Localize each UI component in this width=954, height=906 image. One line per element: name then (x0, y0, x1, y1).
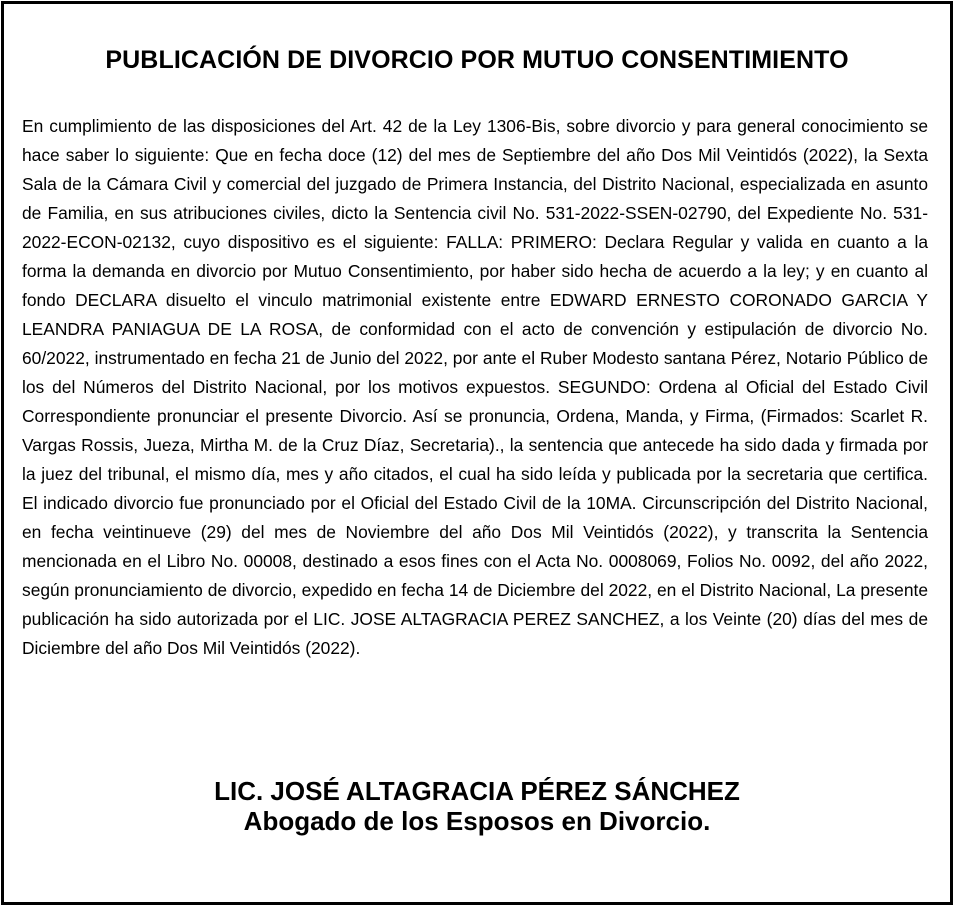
notice-body: En cumplimiento de las disposiciones del Art. 42 de la Ley 1306-Bis, sobre divorcio y para general conocimiento se hace saber lo siguiente: Que en fecha doce (12) del mes de Septiembre del año Dos Mil Veintidós (2022), la Sexta Sala de la Cámara Civil y comercial del juzgado de Primera Instancia, del Distrito Nacional, especializada en asunto de Familia, en sus atribuciones civiles, dicto la Sentencia civil No. 531-2022-SSEN-02790, del Expediente No. 531-2022-ECON-02132, cuyo dispositivo es el siguiente: FALLA: PRIMERO: Declara Regular y valida en cuanto a la forma la demanda en divorcio por Mutuo Consentimiento, por haber sido hecha de acuerdo a la ley; y en cuanto al fondo DECLARA disuelto el vinculo matrimonial existente entre EDWARD ERNESTO CORONADO GARCIA Y LEANDRA PANIAGUA DE LA ROSA, de conformidad con el acto de convención y estipulación de divorcio No. 60/2022, instrumentado en fecha 21 de Junio del 2022, por ante el Ruber Modesto santana Pérez, Notario Público de los del Números del Distrito Nacional, por los motivos expuestos. SEGUNDO: Ordena al Oficial del Estado Civil Correspondiente pronunciar el presente Divorcio. Así se pronuncia, Ordena, Manda, y Firma, (Firmados: Scarlet R. Vargas Rossis, Jueza, Mirtha M. de la Cruz Díaz, Secretaria)., la sentencia que antecede ha sido dada y firmada por la juez del tribunal, el mismo día, mes y año citados, el cual ha sido leída y publicada por la secretaria que certifica. El indicado divorcio fue pronunciado por el Oficial del Estado Civil de la 10MA. Circunscripción del Distrito Nacional, en fecha veintinueve (29) del mes de Noviembre del año Dos Mil Veintidós (2022), y transcrita la Sentencia mencionada en el Libro No. 00008, destinado a esos fines con el Acta No. 0008069, Folios No. 0092, del año 2022, según pronunciamiento de divorcio, expedido en fecha 14 de Diciembre del 2022, en el Distrito Nacional, La presente publicación ha sido autorizada por el LIC. JOSE ALTAGRACIA PEREZ SANCHEZ, a los Veinte (20) días del mes de Diciembre del año Dos Mil Veintidós (2022). (22, 116, 928, 658)
signature-block (4, 776, 950, 836)
signature-role: Abogado de los Esposos en Divorcio. (243, 806, 711, 836)
signature-name: LIC. JOSÉ ALTAGRACIA PÉREZ SÁNCHEZ (214, 776, 740, 806)
notice-title: PUBLICACIÓN DE DIVORCIO POR MUTUO CONSENTIMIENTO (105, 46, 849, 74)
notice-frame (1, 1, 953, 905)
